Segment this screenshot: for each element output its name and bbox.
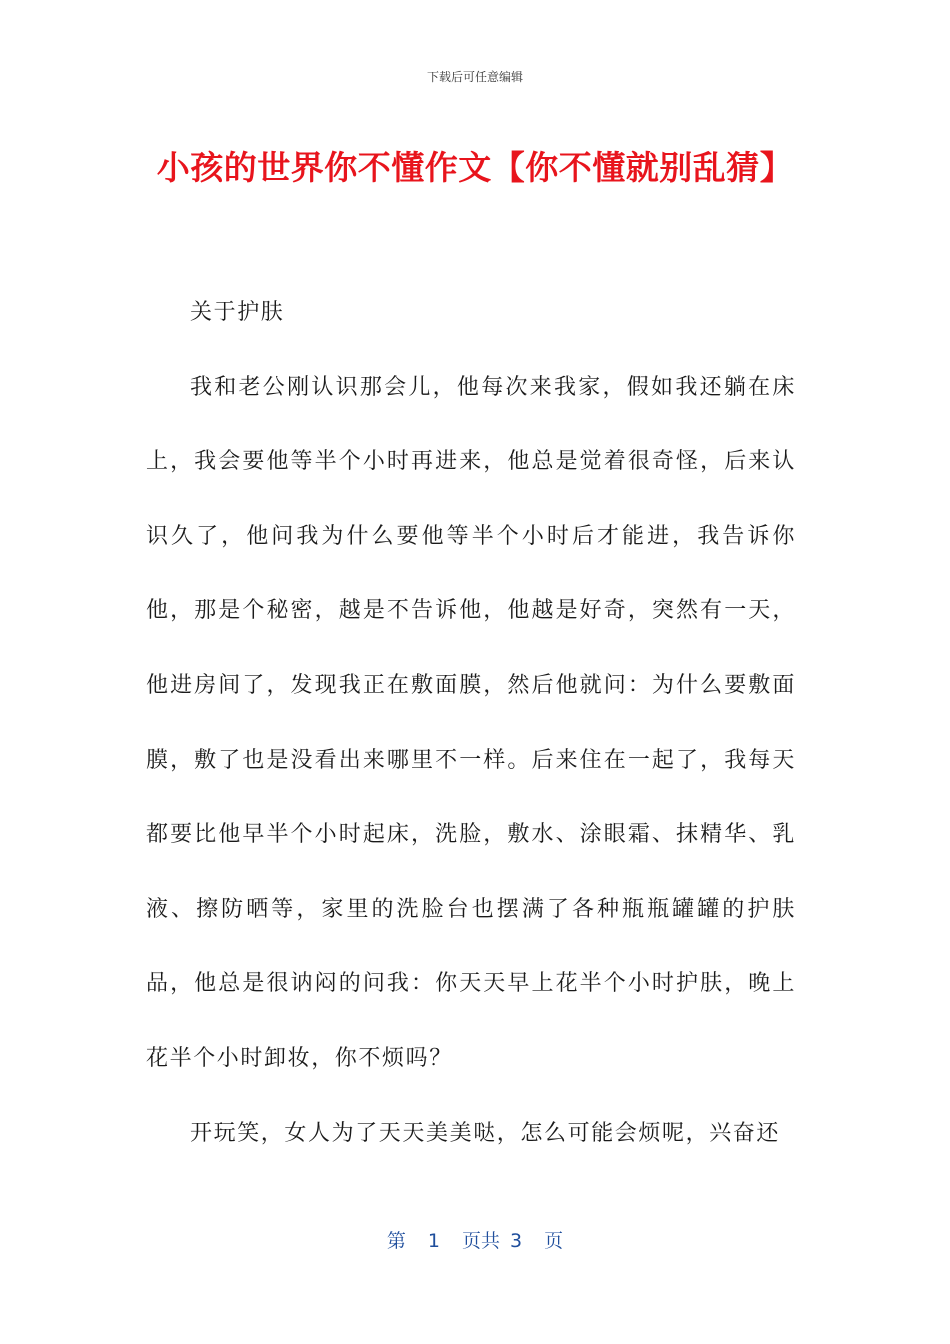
footer-middle: 页共 [461, 1230, 500, 1252]
footer-prefix: 第 [386, 1230, 406, 1252]
page-footer [0, 1226, 950, 1253]
document-title: 小孩的世界你不懂作文【你不懂就别乱猜】 [156, 148, 794, 187]
footer-total-pages: 3 [510, 1230, 523, 1252]
footer-suffix: 页 [544, 1230, 564, 1252]
paragraph: 我和老公刚认识那会儿，他每次来我家，假如我还躺在床上，我会要他等半个小时再进来，他总是觉着很奇怪，后来认识久了，他问我为什么要他等半个小时后才能进，我告诉你他，那是个秘密，越是不告诉他，他越是好奇，突然有一天，他进房间了，发现我正在敷面膜，然后他就问：为什么要敷面膜，敷了也是没看出来哪里不一样。后来住在一起了，我每天都要比他早半个小时起床，洗脸，敷水、涂眼霜、抹精华、乳液、擦防晒等，家里的洗脸台也摆满了各种瓶瓶罐罐的护肤品，他总是很讷闷的问我：你天天早上花半个小时护肤，晚上花半个小时卸妆，你不烦吗？ [146, 374, 796, 1071]
paragraph: 开玩笑，女人为了天天美美哒，怎么可能会烦呢，兴奋还 [190, 1120, 781, 1146]
document-body [146, 276, 796, 1171]
paragraph-heading: 关于护肤 [190, 300, 285, 325]
header-note: 下载后可任意编辑 [426, 70, 523, 84]
footer-page-number: 1 [427, 1230, 440, 1252]
